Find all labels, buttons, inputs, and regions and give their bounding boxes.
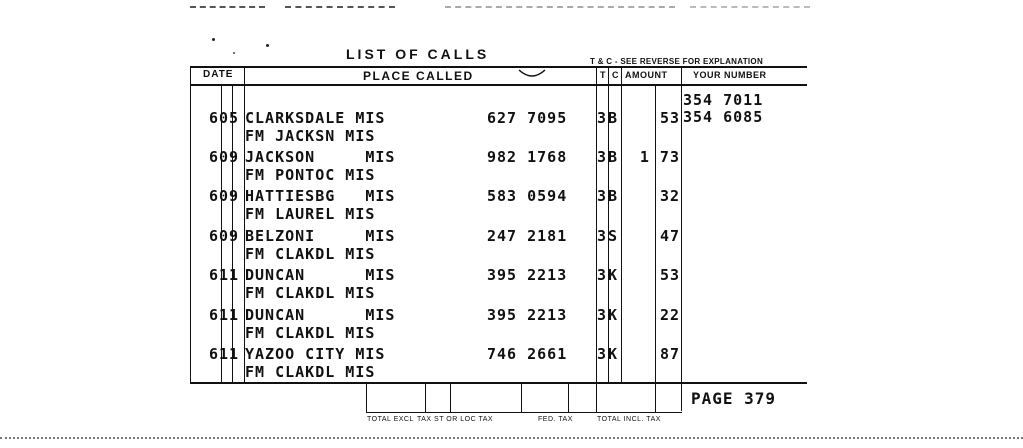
- call-amount: 1 73: [639, 148, 680, 166]
- call-place: YAZOO CITY MIS: [245, 345, 386, 363]
- top-edge-mark: [285, 6, 395, 8]
- column-header-t: T: [600, 70, 606, 80]
- call-date: 611: [209, 345, 240, 363]
- header-top-rule: [190, 66, 807, 68]
- perforation-edge: [0, 437, 1023, 439]
- column-header-place: PLACE CALLED: [363, 69, 474, 83]
- call-number: 627 7095: [487, 109, 568, 127]
- call-c: B: [608, 109, 619, 127]
- call-date: 609: [209, 227, 240, 245]
- call-origin: FM CLAKDL MIS: [245, 245, 376, 263]
- footer-fed-tax: FED. TAX: [538, 416, 573, 423]
- call-place: DUNCAN MIS: [245, 306, 396, 324]
- call-amount: 22: [659, 306, 680, 324]
- call-amount: 53: [659, 109, 680, 127]
- call-c: B: [608, 187, 619, 205]
- call-date: 611: [209, 306, 240, 324]
- footer-total-excl: TOTAL EXCL: [367, 416, 414, 423]
- column-header-your-number: YOUR NUMBER: [693, 70, 767, 80]
- header-bottom-rule: [190, 84, 807, 86]
- call-c: K: [608, 345, 619, 363]
- call-t: 3: [597, 345, 608, 363]
- call-t: 3: [597, 109, 608, 127]
- call-origin: FM JACKSN MIS: [245, 127, 376, 145]
- speck: [266, 44, 269, 47]
- call-number: 583 0594: [487, 187, 568, 205]
- call-place: JACKSON MIS: [245, 148, 396, 166]
- call-c: B: [608, 148, 619, 166]
- top-edge-mark: [690, 6, 810, 8]
- call-place: BELZONI MIS: [245, 227, 396, 245]
- call-number: 982 1768: [487, 148, 568, 166]
- call-amount: 87: [659, 345, 680, 363]
- footer-total-incl: TOTAL INCL. TAX: [597, 416, 661, 423]
- call-date: 609: [209, 187, 240, 205]
- call-date: 609: [209, 148, 240, 166]
- call-place: HATTIESBG MIS: [245, 187, 396, 205]
- call-place: CLARKSDALE MIS: [245, 109, 386, 127]
- speck: [212, 38, 215, 41]
- call-amount: 47: [659, 227, 680, 245]
- call-c: S: [608, 227, 619, 245]
- amount-yournumber-divider: [681, 66, 682, 411]
- form-title: LIST OF CALLS: [346, 46, 490, 62]
- your-number-line: 354 6085: [683, 108, 764, 126]
- call-t: 3: [597, 306, 608, 324]
- speck: [233, 52, 235, 54]
- column-header-c: C: [612, 70, 619, 80]
- call-date: 605: [209, 109, 240, 127]
- totals-divider: [596, 384, 597, 412]
- top-edge-mark: [190, 6, 265, 8]
- call-t: 3: [597, 187, 608, 205]
- footer-tax-st: TAX ST OR LOC TAX: [417, 416, 494, 423]
- totals-divider: [655, 384, 656, 412]
- top-edge-mark: [445, 6, 675, 8]
- call-t: 3: [597, 148, 608, 166]
- column-header-amount: AMOUNT: [625, 70, 668, 80]
- call-amount: 53: [659, 266, 680, 284]
- call-origin: FM LAUREL MIS: [245, 205, 376, 223]
- left-border: [190, 66, 191, 382]
- call-t: 3: [597, 227, 608, 245]
- your-number-line: 354 7011: [683, 91, 764, 109]
- totals-box: [366, 384, 682, 413]
- call-origin: FM CLAKDL MIS: [245, 284, 376, 302]
- call-origin: FM PONTOC MIS: [245, 166, 376, 184]
- call-t: 3: [597, 266, 608, 284]
- page-number: PAGE 379: [691, 389, 777, 408]
- header-notch: [518, 68, 546, 80]
- call-c: K: [608, 306, 619, 324]
- totals-divider: [568, 384, 569, 412]
- tc-note: T & C - SEE REVERSE FOR EXPLANATION: [590, 57, 764, 66]
- call-amount: 32: [659, 187, 680, 205]
- totals-divider: [450, 384, 451, 412]
- call-place: DUNCAN MIS: [245, 266, 396, 284]
- call-origin: FM CLAKDL MIS: [245, 324, 376, 342]
- call-number: 395 2213: [487, 266, 568, 284]
- totals-divider: [521, 384, 522, 412]
- call-c: K: [608, 266, 619, 284]
- call-number: 247 2181: [487, 227, 568, 245]
- call-number: 395 2213: [487, 306, 568, 324]
- call-date: 611: [209, 266, 240, 284]
- c-amount-divider: [621, 66, 622, 382]
- totals-divider: [425, 384, 426, 412]
- column-header-date: DATE: [203, 69, 234, 80]
- call-number: 746 2661: [487, 345, 568, 363]
- call-origin: FM CLAKDL MIS: [245, 363, 376, 381]
